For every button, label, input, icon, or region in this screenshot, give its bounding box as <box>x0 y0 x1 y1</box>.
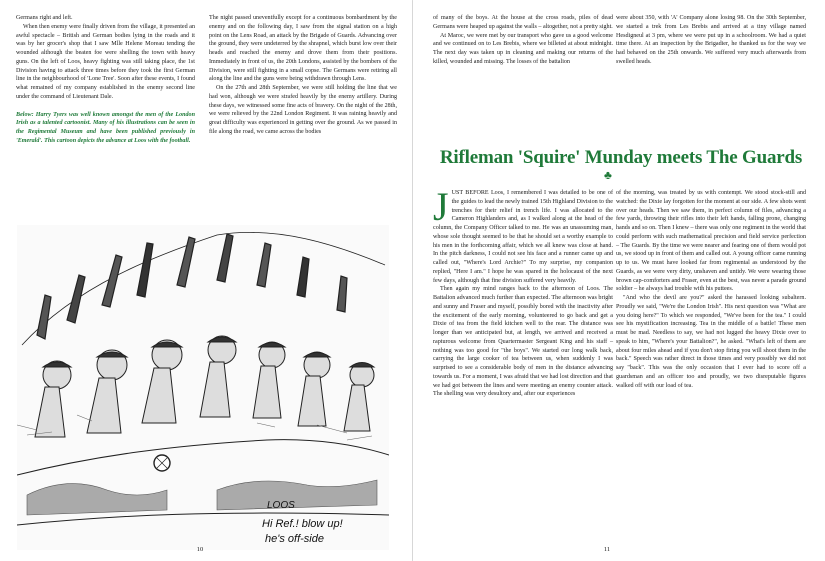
drop-cap: J <box>433 184 449 229</box>
paragraph: Germans right and left. <box>16 15 73 21</box>
loos-football-cartoon <box>17 225 389 550</box>
article-column-2 <box>616 189 806 390</box>
right-page <box>413 0 825 561</box>
shamrock-icon: ♣ <box>604 168 612 182</box>
left-page <box>0 0 412 561</box>
paragraph: JUST BEFORE Loos, I remembered I was detailed to be one of the guides to lead the newly trained 15th Highland Division to the trenches for their relief in trench life. I was allocated to the Cameron Highlanders and, as I walked along at the head of the column, the Company Officer talked to me. He was an unassuming man, whose sole thought seemed to be that he should set a worthy example to his men in the forthcoming affair, which we all knew was close at hand. In the pitch darkness, I could not see his face and a runner came up and called out, "Where's Lord Archie?" To my surprise, my companion replied, "Here I am." I hope he was spared in the holocaust of the next few days, although that fine division suffered very heavily. <box>433 184 613 284</box>
article-column-1 <box>433 184 613 399</box>
right-top-column-2 <box>616 14 806 67</box>
page-number: 11 <box>603 546 611 553</box>
paragraph: of many of the boys. At the house at the cross roads, piles of dead Germans were heaped up against the walls – altogether, not a pretty sight. <box>433 15 613 30</box>
cartoon-speech-line-1: Hi Ref.! blow up! <box>262 518 343 530</box>
paragraph: of the morning, was treated by us with contempt. We stood stock-still and watched: the Dixie lay forgotten for the moment at our side. A few shots went over our heads. Then we saw them, in perfect column of files, advancing a few yards, throwing their rifles into their left hands, falling prone, changing hands and so on. Then I knew – there was only one regiment in the world that could perform with such mathematical precision and field service perfection – The Guards. By the time we were nearer and fearing one of them would pot us, we stood up in front of them and called out. A young officer came running up to us. We must have looked far from regimental as understood by the Guards, as we were very dirty, unshaven and untidy. We were wearing those brown cap-comforters and Fraser, even at the best, was never a parade ground soldier – he always had trouble with his puttees. <box>616 190 806 293</box>
paragraph: The night passed uneventfully except for a continuous bombardment by the enemy and on the following day, I saw from the signal station on a high point on the Lens Road, an attack by the Brigade of Guards. Advancing over the ground, they were undeterred by the shrapnel, which burst low over their heads and reached the enemy and drove them from their positions. Immediately in front of us, the 20th Londons, assisted by the bombers of the Division, were still fighting in a small copse. The Germans were retiring all along the line and the guns were being withdrawn through Lens. <box>209 15 397 83</box>
left-column-2 <box>209 14 397 137</box>
right-top-column-1 <box>433 14 613 67</box>
cartoon-signature: LOOS <box>267 500 295 511</box>
left-column-1 <box>16 14 195 146</box>
article-headline: Rifleman 'Squire' Munday meets The Guards <box>439 147 803 168</box>
paragraph: When then enemy were finally driven from the village, it presented an awful spectacle – British and German bodies lying in the roads and it was by her grocer's shop that I saw Mlle Helene Moreau tending the wounded although the beaten foe were shelling the town with heavy guns. On the left of Loos, heavy fighting was still taking place, the 1st Division having to attack three times before they took the first German line in the neighbourhood of 'Lone Tree'. Soon after these events, I found what remained of my company established in the enemy second line under the command of Lieutenant Dale. <box>16 23 195 100</box>
page-number: 10 <box>196 546 204 553</box>
cartoon-caption: Below: Harry Tyers was well known amongst the men of the London Irish as a talented cartoonist. Many of his illustrations can be seen in the Regimental Museum and have been published previously in 'Emerald'. This cartoon depicts the advance at Loos with the football. <box>16 111 195 144</box>
paragraph: At Maroc, we were met by our transport who gave us a good welcome and we continued on to Les Brebis, where we billeted at about midnight. The next day was taken up in cleaning and making our returns of the killed, wounded and missing. The losses of the battalion <box>433 32 613 65</box>
paragraph: On the 27th and 28th September, we were still holding the line that we had won, although we were strafed heavily by the enemy artillery. During these days, we witnessed some fine acts of bravery. On the night of the 28th, we were relieved by the 22nd London Regiment. It was raining heavily and great difficulty was experienced in getting over the ground. As we passed in file along the road, we came across the bodies <box>209 85 397 135</box>
cartoon-speech-line-2: he's off-side <box>265 533 324 545</box>
paragraph: were about 350, with 'A' Company alone losing 98. On the 30th September, we started a trek from Les Brebis and arrived at a tiny village named Hesdigneul at 3 pm, where we were put up in a schoolroom. We had a quiet time there. At an inspection by the Brigadier, he thanked us for the way we had behaved on the 25th onwards. We suffered very much afterwards from swelled heads. <box>616 15 806 65</box>
paragraph: "And who the devil are you?" asked the harassed looking subaltern. Proudly we said, "We're the London Irish". His next question was "What are you doing here?" To which we responded, "We've been for the tea." I could see his mystification increasing. Tea in the middle of a battle! These men must be mad. Needless to say, we had not lugged the heavy Dixie over to speak to him, "Where's your Battalion?", he asked. "What's left of them are about four miles ahead and if you don't stop firing you will shoot them in the back." Speech was rather direct in those times and very possibly we did not say "back". This was the only occasion that I ever had to score off a guardsman and an officer too and proudly, we two disreputable figures walked off with our load of tea. <box>616 295 806 389</box>
paragraph: Then again my mind ranges back to the afternoon of Loos. The Battalion advanced much further than expected. The afternoon was bright and sunny and Fraser and myself, possibly bored with the inactivity after the excitement of the early morning, volunteered to go back and get a Dixie of tea from the field kitchen well to the rear. The distance was longer than we anticipated but, at length, we arrived and received a rapturous welcome from Quartermaster Sergeant King and his staff – nothing was too good for "the boys". We started our long walk back, carrying the large cooker of tea between us, when suddenly I was surprised to see a considerable body of men in the distance advancing towards us. For a moment, I was afraid that we had lost direction and that we had got between the lines and were meeting an enemy counter attack. The shelling was very desultory and, after our experiences <box>433 286 613 398</box>
